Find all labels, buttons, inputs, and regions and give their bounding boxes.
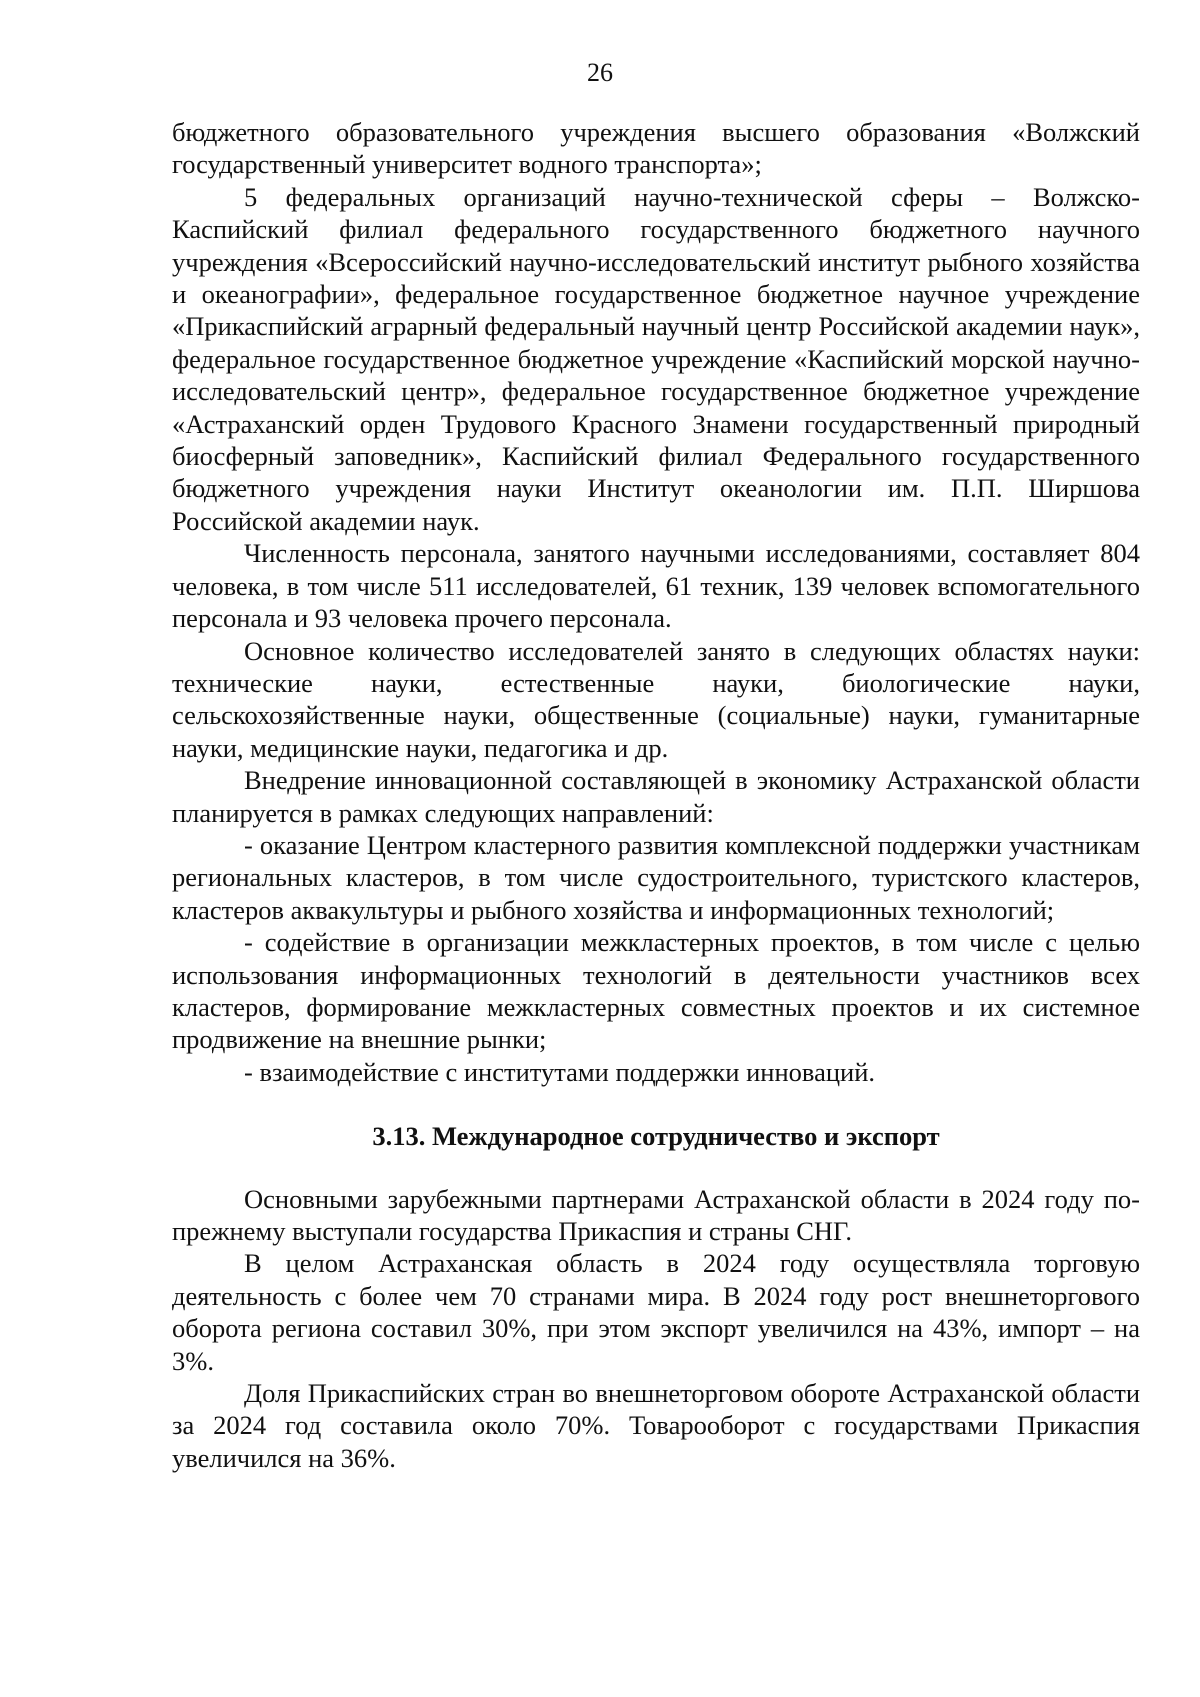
list-item-cluster-support: - оказание Центром кластерного развития комплексной поддержки участникам региональных кластеров, в том числе судостроительного, туристского кластеров, кластеров аквакультуры и рыбного хозяйства и информационных технологий;	[172, 829, 1140, 925]
list-item-intercluster-projects: - содействие в организации межкластерных проектов, в том числе с целью использования информационных технологий в деятельности участников всех кластеров, формирование межкластерных совместных проектов и их системное продвижение на внешние рынки;	[172, 927, 1140, 1055]
paragraph-caspian-share: Доля Прикаспийских стран во внешнеторговом обороте Астраханской области за 2024 год составила около 70%. Товарооборот с государствами Прикаспия увеличился на 36%.	[172, 1378, 1140, 1473]
paragraph-federal-organizations: 5 федеральных организаций научно-технической сферы – Волжско-Каспийский филиал федерального государственного бюджетного научного учреждения «Всероссийский научно-исследовательский институт рыбного хозяйства и океанографии», федеральное государственное бюджетное научное учреждение «Прикаспийский аграрный федеральный научный центр Российской академии наук», федеральное государственное бюджетное учреждение «Каспийский морской научно-исследовательский центр», федеральное государственное бюджетное учреждение «Астраханский орден Трудового Красного Знамени государственный природный биосферный заповедник», Каспийский филиал Федерального государственного бюджетного учреждения науки Институт океанологии им. П.П. Ширшова Российской академии наук.	[172, 181, 1140, 536]
paragraph-continuation: бюджетного образовательного учреждения высшего образования «Волжский государственный университет водного транспорта»;	[172, 117, 1140, 180]
list-item-innovation-institutes: - взаимодействие с институтами поддержки инноваций.	[244, 1056, 876, 1087]
paragraph-research-areas: Основное количество исследователей занято в следующих областях науки: технические науки, естественные науки, биологические науки, сельскохозяйственные науки, общественные (социальные) науки, гуманитарные науки, медицинские науки, педагогика и др.	[172, 635, 1140, 763]
paragraph-foreign-partners: Основными зарубежными партнерами Астраханской области в 2024 году по-прежнему выступали государства Прикаспия и страны СНГ.	[172, 1183, 1140, 1246]
paragraph-personnel-count: Численность персонала, занятого научными исследованиями, составляет 804 человека, в том числе 511 исследователей, 61 техник, 139 человек вспомогательного персонала и 93 человека прочего персонала.	[172, 538, 1140, 634]
page-number: 26	[587, 58, 613, 87]
paragraph-trade-activity: В целом Астраханская область в 2024 году осуществляла торговую деятельность с более чем 70 странами мира. В 2024 году рост внешнеторгового оборота региона составил 30%, при этом экспорт увеличился на 43%, импорт – на 3%.	[172, 1248, 1140, 1376]
section-heading: 3.13. Международное сотрудничество и экспорт	[372, 1121, 940, 1152]
document-body	[172, 116, 1140, 1474]
paragraph-innovation-directions: Внедрение инновационной составляющей в экономику Астраханской области планируется в рамках следующих направлений:	[172, 765, 1140, 828]
